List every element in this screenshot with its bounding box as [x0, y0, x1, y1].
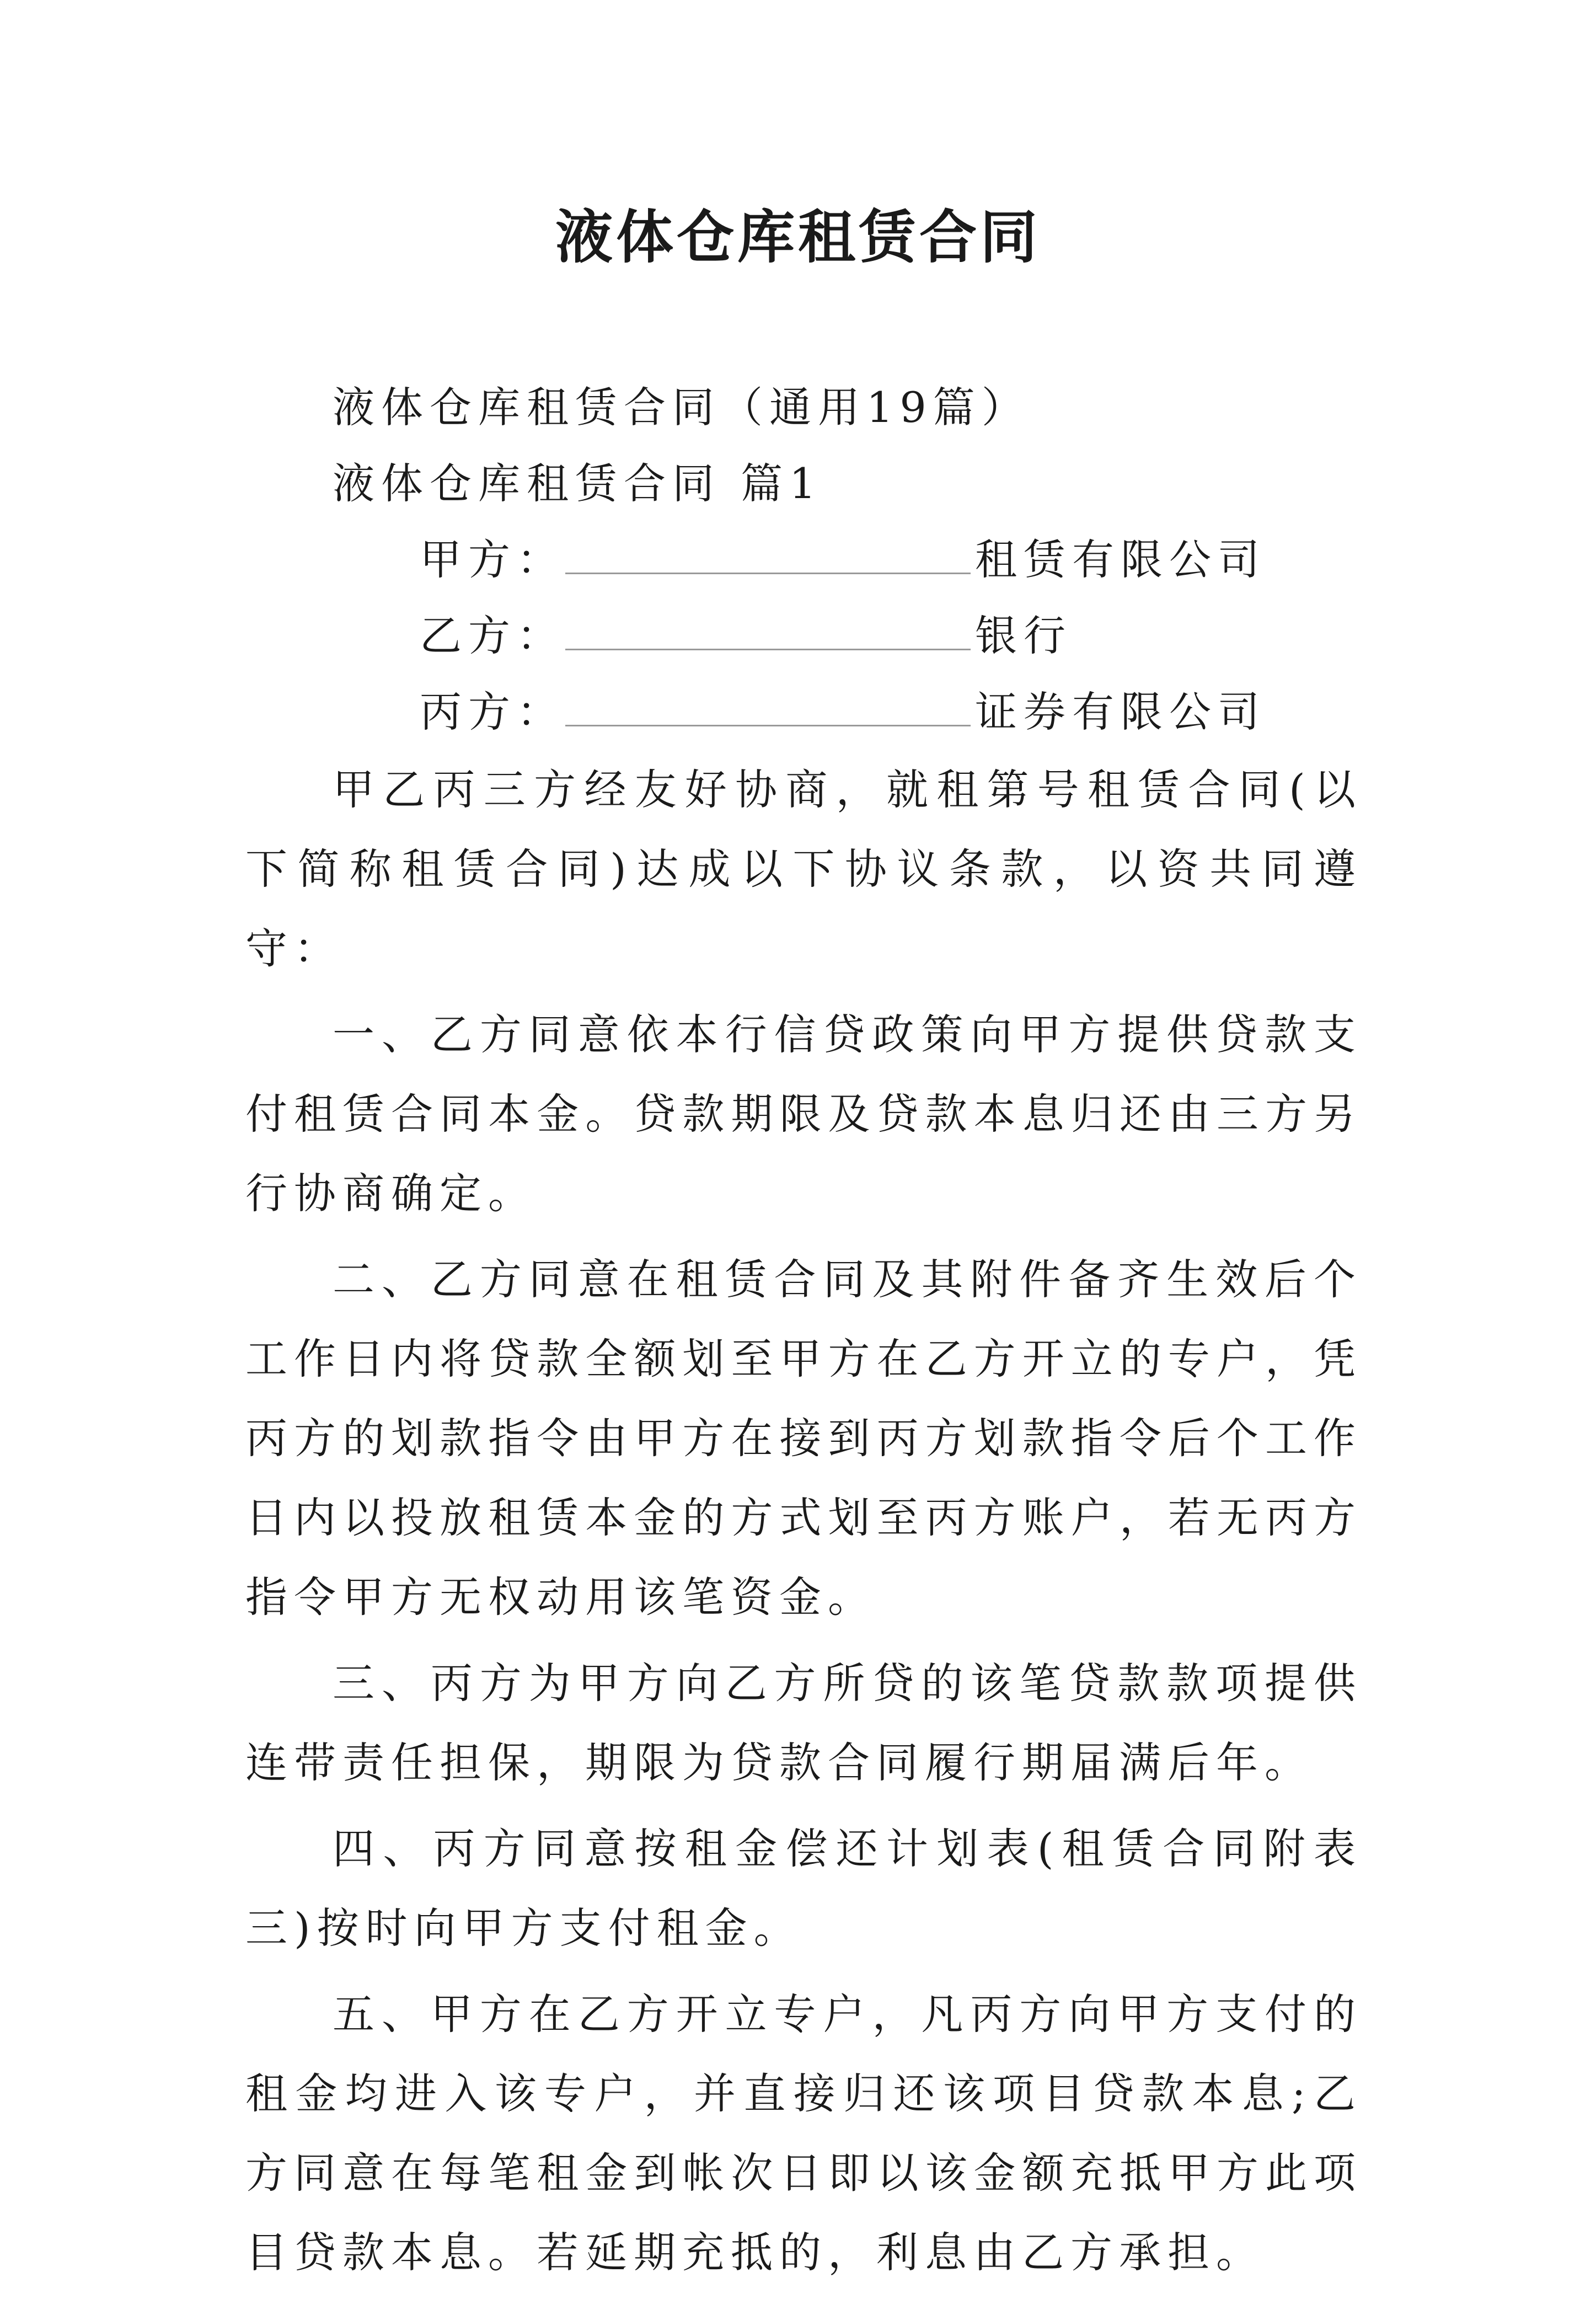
blank-fill-line	[565, 610, 971, 650]
paragraph-clause-4: 四、丙方同意按租金偿还计划表(租赁合同附表三)按时向甲方支付租金。	[245, 1824, 1362, 1953]
party-suffix: 银行	[975, 611, 1072, 660]
party-suffix: 证券有限公司	[975, 687, 1266, 736]
paragraph-clause-5: 五、甲方在乙方开立专户，凡丙方向甲方支付的租金均进入该专户，并直接归还该项目贷款本息;乙方同意在每笔租金到帐次日即以该金额充抵甲方此项目贷款本息。若延期充抵的，利息由乙方承担。	[245, 1990, 1362, 2277]
document-subtitle: 液体仓库租赁合同（通用19篇）	[333, 383, 1030, 432]
party-label: 甲方：	[420, 535, 565, 584]
paragraph-intro: 甲乙丙三方经友好协商，就租第号租赁合同(以下简称租赁合同)达成以下协议条款，以资共同遵守：	[245, 765, 1362, 973]
paragraph-clause-1: 一、乙方同意依本行信贷政策向甲方提供贷款支付租赁合同本金。贷款期限及贷款本息归还由三方另行协商确定。	[245, 1010, 1362, 1218]
party-label: 丙方：	[420, 687, 565, 736]
paragraph-clause-3: 三、丙方为甲方向乙方所贷的该笔贷款款项提供连带责任担保，期限为贷款合同履行期届满后年。	[245, 1659, 1362, 1787]
party-line-b	[245, 598, 1362, 674]
document-body	[245, 370, 1362, 2299]
party-label: 乙方：	[420, 611, 565, 660]
party-suffix: 租赁有限公司	[975, 535, 1266, 584]
party-line-a	[245, 522, 1362, 598]
blank-fill-line	[565, 686, 971, 726]
party-line-c	[245, 674, 1362, 750]
section-heading: 液体仓库租赁合同 篇1	[333, 459, 823, 508]
paragraph-clause-2: 二、乙方同意在租赁合同及其附件备齐生效后个工作日内将贷款全额划至甲方在乙方开立的专户，凭丙方的划款指令由甲方在接到丙方划款指令后个工作日内以投放租赁本金的方式划至丙方账户，若无丙方指令甲方无权动用该笔资金。	[245, 1255, 1362, 1622]
blank-fill-line	[565, 534, 971, 574]
document-title: 液体仓库租赁合同	[555, 203, 1041, 271]
